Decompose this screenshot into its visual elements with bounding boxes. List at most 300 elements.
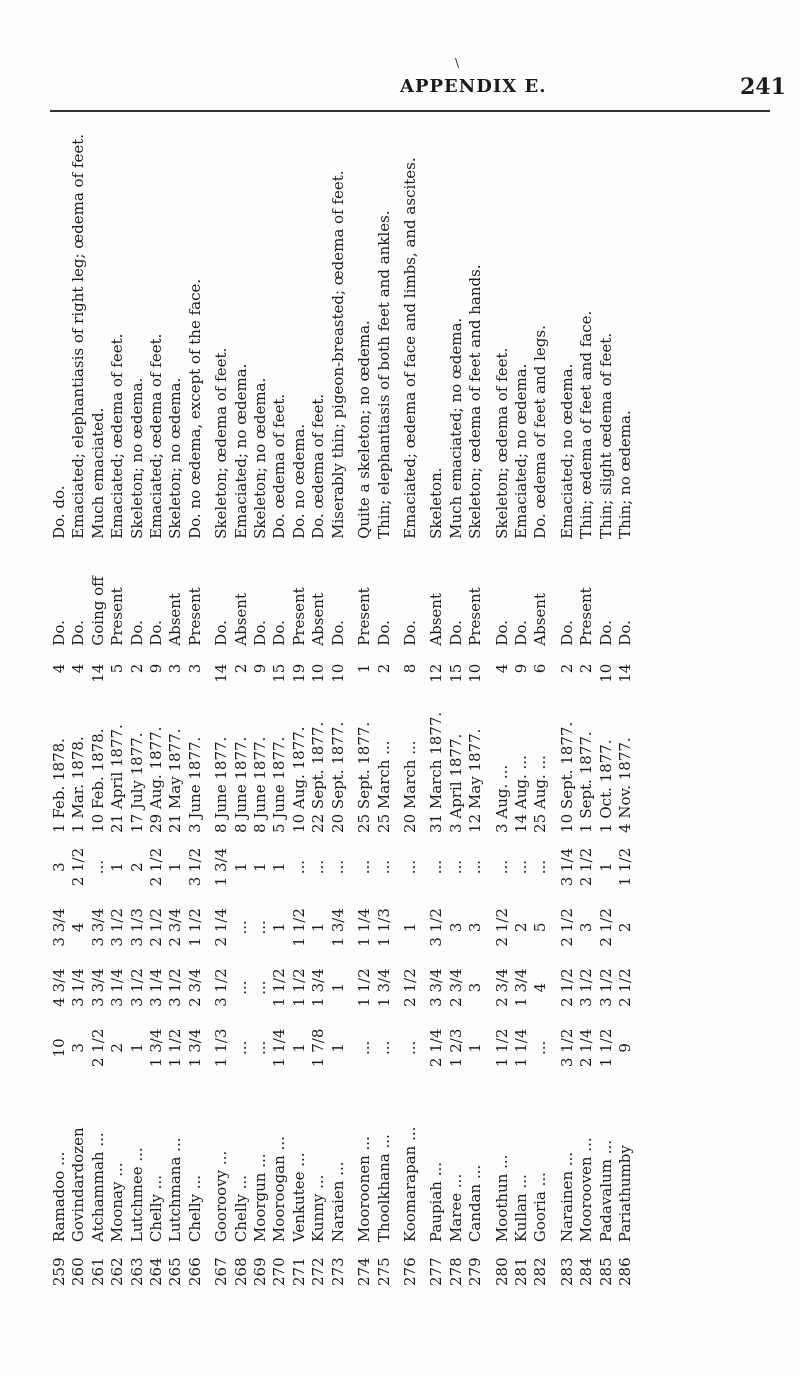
patient-name: Ramadoo ... xyxy=(50,1151,68,1243)
condition: Miserably thin; pigeon-breasted; œdema of feet. xyxy=(328,170,347,539)
row-number: 277 xyxy=(427,1257,446,1286)
measure-1: 1 1/4 xyxy=(511,1028,530,1068)
patient-name: Moonay ... xyxy=(108,1162,127,1243)
admission-date: 20 March ... xyxy=(400,740,419,833)
duration: 5 xyxy=(108,663,127,674)
duration: 2 xyxy=(577,663,596,674)
status: Present xyxy=(108,587,127,646)
measure-3: 3 xyxy=(446,922,465,933)
measure-1: 3 1/2 xyxy=(557,1028,576,1068)
header-rule xyxy=(50,110,770,112)
status: Do. xyxy=(596,620,615,646)
measure-2: 3 xyxy=(466,982,485,993)
duration: 10 xyxy=(309,663,328,683)
admission-date: 10 Sept. 1877. xyxy=(557,721,576,833)
duration: 3 xyxy=(185,663,204,674)
status: Going off xyxy=(88,576,107,646)
measure-4: ... xyxy=(446,859,465,875)
measure-1: 10 xyxy=(50,1038,68,1058)
admission-date: 1 Mar. 1878. xyxy=(69,736,88,833)
measure-1: 1 1/2 xyxy=(492,1028,511,1068)
measure-2: 1 3/4 xyxy=(511,968,530,1007)
measure-3: 2 1/2 xyxy=(492,908,511,947)
admission-date: 25 Aug. ... xyxy=(531,755,550,833)
condition: Emaciated; no œdema. xyxy=(557,363,576,539)
condition: Skeleton; no œdema. xyxy=(251,377,270,539)
gap-cell xyxy=(486,130,493,1290)
status: Do. xyxy=(50,620,68,646)
measure-1: 1 xyxy=(466,1043,485,1053)
condition: Skeleton; no œdema. xyxy=(127,377,146,539)
row-gap xyxy=(348,130,355,1290)
measure-4: ... xyxy=(531,859,550,875)
patient-table xyxy=(50,130,635,1290)
status: Do. xyxy=(446,620,465,646)
row-number: 265 xyxy=(166,1257,185,1286)
row-number: 285 xyxy=(596,1257,615,1286)
measure-1: 9 xyxy=(615,1043,634,1053)
table-row xyxy=(251,130,270,1290)
measure-2: 2 1/2 xyxy=(400,968,419,1007)
measure-2: 4 3/4 xyxy=(50,968,68,1007)
condition: Emaciated; œdema of feet. xyxy=(147,333,166,539)
measure-4: ... xyxy=(289,859,308,875)
condition: Much emaciated. xyxy=(88,407,107,539)
duration: 10 xyxy=(328,663,347,683)
duration: 10 xyxy=(596,663,615,683)
row-number: 286 xyxy=(615,1257,634,1286)
measure-2: ... xyxy=(251,980,270,995)
admission-date: 14 Aug. ... xyxy=(511,755,530,833)
admission-date: 8 June 1877. xyxy=(251,736,270,833)
measure-4: 2 xyxy=(127,862,146,872)
measure-2: 1 3/4 xyxy=(374,968,393,1007)
duration: 9 xyxy=(147,663,166,674)
row-gap xyxy=(420,130,427,1290)
table-row xyxy=(108,130,127,1290)
measure-2: 3 1/4 xyxy=(147,968,166,1007)
measure-3: 3 1/2 xyxy=(427,908,446,947)
admission-date: 17 July 1877. xyxy=(127,732,146,833)
condition: Do. œdema of feet. xyxy=(309,393,328,539)
admission-date: 8 June 1877. xyxy=(231,736,250,833)
row-number: 270 xyxy=(270,1257,289,1286)
duration: 4 xyxy=(50,663,68,674)
measure-1: ... xyxy=(531,1040,550,1056)
measure-3: 2 3/4 xyxy=(166,908,185,947)
table-row xyxy=(577,130,596,1290)
measure-4: ... xyxy=(88,859,107,875)
admission-date: 31 March 1877. xyxy=(427,711,446,833)
status: Absent xyxy=(166,593,185,646)
table-row xyxy=(375,130,394,1290)
measure-3: 1 1/2 xyxy=(289,908,308,947)
measure-4: 1 xyxy=(231,862,250,872)
patient-name: Naraien ... xyxy=(328,1161,347,1243)
table-row xyxy=(427,130,446,1290)
duration: 8 xyxy=(400,663,419,674)
measure-1: 1 1/4 xyxy=(270,1028,289,1068)
table-row xyxy=(466,130,485,1290)
duration: 14 xyxy=(615,663,634,683)
row-number: 268 xyxy=(231,1257,250,1286)
condition: Thin; slight œdema of feet. xyxy=(596,332,615,539)
condition: Do. do. xyxy=(50,485,68,539)
measure-1: 1 1/2 xyxy=(166,1028,185,1068)
duration: 3 xyxy=(166,663,185,674)
measure-1: ... xyxy=(374,1040,393,1056)
duration: 12 xyxy=(427,663,446,683)
measure-4: 1 xyxy=(108,862,127,872)
duration: 2 xyxy=(557,663,576,674)
measure-3: 1 xyxy=(309,922,328,933)
status: Present xyxy=(466,587,485,646)
row-number: 282 xyxy=(531,1257,550,1286)
table-row xyxy=(232,130,251,1290)
table-row xyxy=(401,130,420,1290)
measure-2: 3 1/2 xyxy=(212,968,231,1007)
measure-3: 3 1/2 xyxy=(108,908,127,947)
duration: 15 xyxy=(446,663,465,683)
table-body xyxy=(50,130,635,1290)
measure-4: 1 xyxy=(251,862,270,872)
patient-name: Thoolkhana ... xyxy=(374,1134,393,1243)
measure-1: 1 2/3 xyxy=(446,1028,465,1068)
patient-name: Gooroovy ... xyxy=(212,1150,231,1243)
measure-4: 1 3/4 xyxy=(212,847,231,887)
measure-1: ... xyxy=(400,1040,419,1056)
measure-3: ... xyxy=(251,920,270,935)
status: Do. xyxy=(127,620,146,646)
duration: 1 xyxy=(355,663,374,674)
admission-date: 29 Aug. 1877. xyxy=(147,726,166,833)
measure-4: ... xyxy=(427,859,446,875)
measure-3: 3 3/4 xyxy=(50,908,68,947)
table-row xyxy=(616,130,635,1290)
measure-1: 1 xyxy=(289,1043,308,1053)
condition: Thin; œdema of feet and face. xyxy=(577,310,596,539)
duration: 6 xyxy=(531,663,550,674)
table-row xyxy=(186,130,205,1290)
table-row xyxy=(89,130,108,1290)
condition: Emaciated; elephantiasis of right leg; œdema of feet. xyxy=(69,134,88,539)
condition: Quite a skeleton; no œdema. xyxy=(355,320,374,539)
measure-3: 1 xyxy=(270,922,289,933)
measure-2: 1 1/2 xyxy=(355,968,374,1007)
admission-date: 20 Sept. 1877. xyxy=(328,721,347,833)
row-number: 272 xyxy=(309,1257,328,1286)
row-number: 273 xyxy=(328,1257,347,1286)
status: Absent xyxy=(427,593,446,646)
measure-2: 3 1/4 xyxy=(69,968,88,1007)
patient-name: Kullan ... xyxy=(511,1174,530,1243)
measure-4: ... xyxy=(466,859,485,875)
measure-4: ... xyxy=(309,859,328,875)
measure-1: 2 1/2 xyxy=(88,1028,107,1068)
status: Do. xyxy=(147,620,166,646)
measure-4: ... xyxy=(355,859,374,875)
admission-date: 1 Sept. 1877. xyxy=(577,731,596,833)
condition: Emaciated; œdema of face and limbs, and ascites. xyxy=(400,157,419,539)
patient-name: Chelly ... xyxy=(185,1174,204,1243)
row-number: 269 xyxy=(251,1257,270,1286)
row-number: 260 xyxy=(69,1257,88,1286)
patient-name: Lutchmana ... xyxy=(166,1137,185,1243)
measure-4: ... xyxy=(511,859,530,875)
row-number: 262 xyxy=(108,1257,127,1286)
measure-2: 3 1/2 xyxy=(127,968,146,1007)
gap-cell xyxy=(205,130,212,1290)
duration: 2 xyxy=(374,663,393,674)
table-row xyxy=(512,130,531,1290)
measure-2: 3 1/2 xyxy=(166,968,185,1007)
admission-date: 5 June 1877. xyxy=(270,736,289,833)
condition: Emaciated; no œdema. xyxy=(511,363,530,539)
measure-4: ... xyxy=(400,859,419,875)
admission-date: 1 Oct. 1877. xyxy=(596,739,615,833)
row-number: 264 xyxy=(147,1257,166,1286)
condition: Thin; elephantiasis of both feet and ankles. xyxy=(374,210,393,539)
row-gap xyxy=(205,130,212,1290)
gap-cell xyxy=(394,130,401,1290)
rotated-table-container xyxy=(50,130,760,1290)
measure-3: 1 1/2 xyxy=(185,908,204,947)
row-number: 274 xyxy=(355,1257,374,1286)
admission-date: 25 March ... xyxy=(374,740,393,833)
row-gap xyxy=(394,130,401,1290)
measure-2: 2 3/4 xyxy=(185,968,204,1007)
measure-3: 5 xyxy=(531,922,550,933)
patient-name: Paupiah ... xyxy=(427,1161,446,1243)
measure-3: 3 xyxy=(466,922,485,933)
status: Do. xyxy=(400,620,419,646)
duration: 2 xyxy=(231,663,250,674)
duration: 4 xyxy=(69,663,88,674)
measure-2: 3 3/4 xyxy=(88,968,107,1007)
duration: 15 xyxy=(270,663,289,683)
measure-1: 1 1/2 xyxy=(596,1028,615,1068)
patient-name: Maree ... xyxy=(446,1173,465,1243)
measure-3: 4 xyxy=(69,922,88,933)
patient-name: Mooroonen ... xyxy=(355,1136,374,1243)
duration: 9 xyxy=(511,663,530,674)
condition: Emaciated; no œdema. xyxy=(231,363,250,539)
admission-date: 22 Sept. 1877. xyxy=(309,721,328,833)
patient-name: Padavalum ... xyxy=(596,1140,615,1243)
row-number: 276 xyxy=(400,1257,419,1286)
condition: Do. no œdema. xyxy=(289,423,308,539)
measure-2: ... xyxy=(231,980,250,995)
measure-1: 1 7/8 xyxy=(309,1028,328,1068)
measure-4: 1 xyxy=(270,862,289,872)
table-row xyxy=(69,130,88,1290)
measure-1: ... xyxy=(251,1040,270,1056)
measure-1: 2 xyxy=(108,1043,127,1053)
gap-cell xyxy=(420,130,427,1290)
measure-1: ... xyxy=(231,1040,250,1056)
measure-4: 1 xyxy=(596,862,615,872)
table-row xyxy=(597,130,616,1290)
status: Do. xyxy=(374,620,393,646)
status: Do. xyxy=(492,620,511,646)
patient-name: Venkutee ... xyxy=(289,1152,308,1243)
table-row xyxy=(329,130,348,1290)
status: Do. xyxy=(69,620,88,646)
measure-4: 3 xyxy=(50,862,68,872)
measure-1: 3 xyxy=(69,1043,88,1053)
page-number: 241 xyxy=(740,74,786,100)
patient-name: Chelly ... xyxy=(231,1174,250,1243)
measure-2: 3 3/4 xyxy=(427,968,446,1007)
measure-1: 1 1/3 xyxy=(212,1028,231,1068)
patient-name: Pariathumby xyxy=(615,1145,634,1243)
measure-4: 2 1/2 xyxy=(577,847,596,887)
patient-name: Lutchmee ... xyxy=(127,1147,146,1243)
measure-3: 1 xyxy=(400,922,419,933)
duration: 14 xyxy=(88,663,107,683)
status: Present xyxy=(577,587,596,646)
status: Do. xyxy=(615,620,634,646)
patient-name: Mooroogan ... xyxy=(270,1136,289,1243)
admission-date: 4 Nov. 1877. xyxy=(615,737,634,833)
status: Present xyxy=(289,587,308,646)
status: Absent xyxy=(309,593,328,646)
patient-name: Koomarapan ... xyxy=(400,1126,419,1243)
measure-2: 1 1/2 xyxy=(289,968,308,1007)
admission-date: 1 Feb. 1878. xyxy=(50,738,68,833)
measure-3: 2 1/4 xyxy=(212,908,231,947)
measure-2: 2 3/4 xyxy=(492,968,511,1007)
table-row xyxy=(128,130,147,1290)
row-number: 281 xyxy=(511,1257,530,1286)
condition: Emaciated; œdema of feet. xyxy=(108,333,127,539)
status: Do. xyxy=(557,620,576,646)
measure-3: 2 1/2 xyxy=(596,908,615,947)
table-row xyxy=(212,130,231,1290)
patient-name: Candan ... xyxy=(466,1164,485,1243)
table-row xyxy=(493,130,512,1290)
measure-2: 3 1/4 xyxy=(108,968,127,1007)
measure-1: 1 3/4 xyxy=(147,1028,166,1068)
admission-date: 21 May 1877. xyxy=(166,728,185,833)
duration: 14 xyxy=(212,663,231,683)
table-row xyxy=(166,130,185,1290)
measure-3: 1 1/4 xyxy=(355,908,374,947)
admission-date: 12 May 1877. xyxy=(466,728,485,833)
patient-name: Moothun ... xyxy=(492,1154,511,1243)
patient-name: Moorooven ... xyxy=(577,1137,596,1243)
condition: Skeleton. xyxy=(427,467,446,539)
duration: 9 xyxy=(251,663,270,674)
row-number: 259 xyxy=(50,1257,68,1286)
condition: Skeleton; œdema of feet. xyxy=(492,347,511,539)
patient-name: Moorgun ... xyxy=(251,1153,270,1243)
patient-name: Chelly ... xyxy=(147,1174,166,1243)
measure-2: 4 xyxy=(531,982,550,993)
measure-3: 1 1/3 xyxy=(374,908,393,947)
status: Present xyxy=(185,587,204,646)
measure-1: 2 1/4 xyxy=(427,1028,446,1068)
table-row xyxy=(147,130,166,1290)
status: Do. xyxy=(328,620,347,646)
table-row xyxy=(355,130,374,1290)
patient-name: Gooria ... xyxy=(531,1172,550,1243)
measure-2: 2 1/2 xyxy=(615,968,634,1007)
measure-2: 1 1/2 xyxy=(270,968,289,1007)
measure-2: 3 1/2 xyxy=(577,968,596,1007)
page-title: APPENDIX E. xyxy=(400,76,547,97)
row-gap xyxy=(551,130,558,1290)
measure-3: ... xyxy=(231,920,250,935)
row-number: 275 xyxy=(374,1257,393,1286)
measure-2: 3 1/2 xyxy=(596,968,615,1007)
measure-4: 2 1/2 xyxy=(147,847,166,887)
patient-name: Kunny ... xyxy=(309,1174,328,1243)
table-row xyxy=(290,130,309,1290)
condition: Skeleton; no œdema. xyxy=(166,377,185,539)
status: Present xyxy=(355,587,374,646)
measure-1: 1 3/4 xyxy=(185,1028,204,1068)
row-number: 261 xyxy=(88,1257,107,1286)
measure-3: 3 3/4 xyxy=(88,908,107,947)
status: Do. xyxy=(212,620,231,646)
gap-cell xyxy=(551,130,558,1290)
admission-date: 25 Sept. 1877. xyxy=(355,721,374,833)
measure-2: 2 1/2 xyxy=(557,968,576,1007)
measure-1: 1 xyxy=(328,1043,347,1053)
header-mark: \ xyxy=(455,56,460,70)
table-row xyxy=(447,130,466,1290)
measure-4: ... xyxy=(328,859,347,875)
row-number: 283 xyxy=(557,1257,576,1286)
status: Do. xyxy=(251,620,270,646)
table-row xyxy=(270,130,289,1290)
patient-name: Govindardozen xyxy=(69,1127,88,1243)
row-number: 279 xyxy=(466,1257,485,1286)
table-row xyxy=(50,130,69,1290)
measure-1: 1 xyxy=(127,1043,146,1053)
measure-3: 2 1/2 xyxy=(147,908,166,947)
row-number: 278 xyxy=(446,1257,465,1286)
measure-2: 1 xyxy=(328,982,347,993)
row-gap xyxy=(486,130,493,1290)
admission-date: 8 June 1877. xyxy=(212,736,231,833)
status: Do. xyxy=(270,620,289,646)
measure-4: ... xyxy=(374,859,393,875)
row-number: 284 xyxy=(577,1257,596,1286)
measure-3: 2 xyxy=(511,922,530,933)
condition: Much emaciated; no œdema. xyxy=(446,317,465,539)
patient-name: Atchammah ... xyxy=(88,1132,107,1243)
duration: 10 xyxy=(466,663,485,683)
table-row xyxy=(309,130,328,1290)
duration: 2 xyxy=(127,663,146,674)
measure-2: 1 3/4 xyxy=(309,968,328,1007)
measure-3: 3 xyxy=(577,922,596,933)
row-number: 280 xyxy=(492,1257,511,1286)
condition: Thin; no œdema. xyxy=(615,410,634,539)
status: Do. xyxy=(511,620,530,646)
measure-3: 2 1/2 xyxy=(557,908,576,947)
measure-1: ... xyxy=(355,1040,374,1056)
status: Absent xyxy=(231,593,250,646)
status: Absent xyxy=(531,593,550,646)
measure-4: 1 1/2 xyxy=(615,847,634,887)
duration: 4 xyxy=(492,663,511,674)
row-number: 271 xyxy=(289,1257,308,1286)
measure-1: 2 1/4 xyxy=(577,1028,596,1068)
condition: Do. œdema of feet. xyxy=(270,393,289,539)
